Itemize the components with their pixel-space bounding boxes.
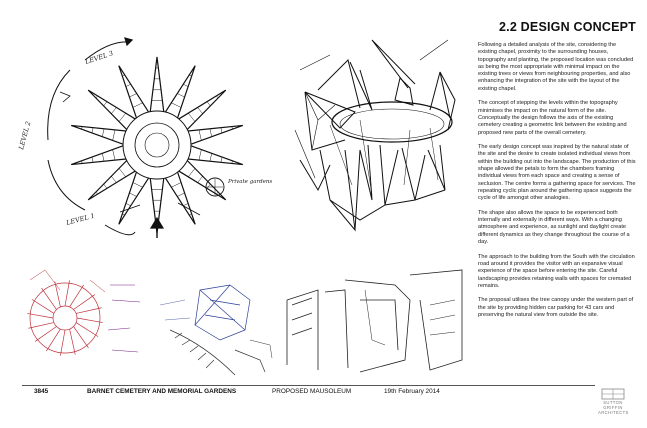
paragraph-stepping-levels: The concept of stepping the levels within the topography minimises the impact on the natural form of the site. Conceptually the design follows the axis of the existing cemetery creating a geometric link between the existing and proposed new parts of the overall cemetery.: [478, 100, 627, 136]
petal-hatch: [207, 184, 210, 188]
petal-hatch: [183, 84, 188, 86]
star-petal: [179, 160, 226, 199]
petal-hatch: [199, 150, 201, 161]
red-ray: [73, 326, 88, 347]
red-ray: [70, 329, 76, 355]
star-petal: [165, 66, 195, 118]
red-ray: [73, 295, 94, 310]
footer-project-number: 3845: [34, 388, 49, 395]
paragraph-approach: The approach to the building from the South with the circulation road around it provides the visitor with an expansive visual experience of the space before entering the site. Careful landscaping provides retaining walls with spaces for cremated remains.: [478, 253, 635, 289]
paragraph-shape-experience: The shape also allows the space to be experienced both internally and externally in different ways. With a changing atmosphere and experience, as sunlight and daylight create different dynamics as they change throughout the course of a day.: [478, 209, 630, 246]
petal-hatch: [133, 103, 143, 108]
petal-hatch: [119, 168, 126, 176]
petal-hatch: [210, 153, 212, 161]
petal-hatch: [171, 183, 181, 188]
petal-hatch: [113, 130, 115, 141]
petal-hatch: [126, 84, 131, 86]
star-plan-sketch: [48, 38, 243, 238]
petal-hatch: [198, 107, 203, 113]
red-radial-sketch: [27, 270, 105, 356]
footer-project-title: BARNET CEMETERY AND MEMORIAL GARDENS: [87, 388, 237, 395]
petal-hatch: [188, 113, 195, 121]
star-petal: [119, 172, 149, 224]
petal-hatch: [198, 176, 203, 182]
footer-date: 19th February 2014: [384, 388, 440, 395]
star-petal: [150, 57, 164, 112]
sketch-strip: [27, 270, 462, 375]
petal-hatch: [96, 96, 98, 98]
pencil-steps-sketch: [170, 330, 272, 375]
petal-hatch: [96, 192, 98, 194]
red-ray: [27, 313, 53, 318]
petal-hatch: [102, 153, 104, 161]
star-petal: [165, 172, 195, 224]
red-ray: [77, 318, 103, 323]
red-ray: [65, 280, 70, 306]
page-title: 2.2 DESIGN CONCEPT: [499, 20, 636, 34]
petal-hatch: [207, 102, 210, 106]
petal-hatch: [188, 168, 195, 176]
logo-mark-icon: [601, 388, 625, 400]
star-petal: [188, 125, 243, 144]
logo-line-2: GRIFFIN: [603, 404, 623, 410]
level-2-annotation: LEVEL 2: [17, 120, 33, 151]
petal-hatch: [104, 184, 107, 188]
logo-line-1: SUTTON: [603, 400, 623, 405]
petal-hatch: [183, 203, 188, 205]
paragraph-tree-canopy: The proposal utilises the tree canopy under the western part of the site by providing hidden car parking for 43 cars and preserving the natural view from outside the site.: [478, 297, 634, 318]
logo-line-3: ARCHITECTS: [598, 409, 629, 415]
petal-hatch: [104, 102, 107, 106]
paragraph-early-concept: The early design concept was inspired by the natural state of the site and the desire to create isolated individual views from within the building out into the landscape. The production of this shape allowed the petals to form the chambers framing individual views from each space and creating a sense of seclusion. The centre forms a gathering space for services. The repeating cyclic plan around the gathering space suggests the cycle of life amongst other analogies.: [478, 144, 636, 202]
petal-hatch: [177, 193, 184, 197]
petal-hatch: [210, 129, 212, 137]
petal-hatch: [119, 113, 126, 121]
petal-hatch: [111, 176, 116, 182]
petal-hatch: [221, 128, 222, 133]
star-petal: [88, 160, 135, 199]
petal-hatch: [221, 157, 222, 162]
private-garden-annotation: Private gardens: [228, 179, 273, 185]
footer-subtitle: PROPOSED MAUSOLEUM: [272, 388, 352, 395]
red-ray: [42, 288, 57, 309]
logo-text: [598, 401, 628, 415]
petal-hatch: [92, 128, 93, 133]
petal-hatch: [102, 129, 104, 137]
red-ray: [76, 308, 102, 314]
red-ray: [55, 281, 61, 307]
petal-hatch: [113, 150, 115, 161]
perspective-sketch: [295, 40, 455, 230]
petal-hatch: [129, 193, 136, 197]
petal-hatch: [177, 94, 184, 98]
petal-hatch: [126, 203, 131, 205]
star-petal: [71, 146, 126, 165]
star-petal: [88, 90, 135, 129]
star-petal: [71, 125, 126, 144]
red-ray: [28, 323, 54, 329]
company-logo: [598, 388, 628, 424]
star-petal: [119, 66, 149, 118]
red-ray: [60, 330, 65, 356]
text-column: [478, 20, 636, 327]
petal-hatch: [111, 107, 116, 113]
level-1-annotation: LEVEL 1: [65, 211, 96, 227]
star-petal: [179, 90, 226, 129]
petal-hatch: [129, 94, 136, 98]
level-3-annotation: LEVEL 3: [84, 49, 115, 66]
star-petal: [188, 146, 243, 165]
red-ray: [35, 326, 56, 341]
section-sketches: [287, 270, 462, 372]
petal-hatch: [199, 130, 201, 141]
petal-hatch: [216, 96, 218, 98]
footer-divider: [22, 385, 595, 386]
petal-hatch: [216, 192, 218, 194]
petal-hatch: [171, 103, 181, 108]
petal-hatch: [92, 157, 93, 162]
paragraph-site-analysis: Following a detailed analysis of the site, considering the existing chapel, proximity to the surrounding houses, topography and planting, the proposed location was concluded as being the most appropriate with minimal impact on the existing trees or views from neighbouring properties, and also enhancing the integration of the site with the layout of the existing chapel.: [478, 42, 634, 92]
petal-hatch: [133, 183, 143, 188]
